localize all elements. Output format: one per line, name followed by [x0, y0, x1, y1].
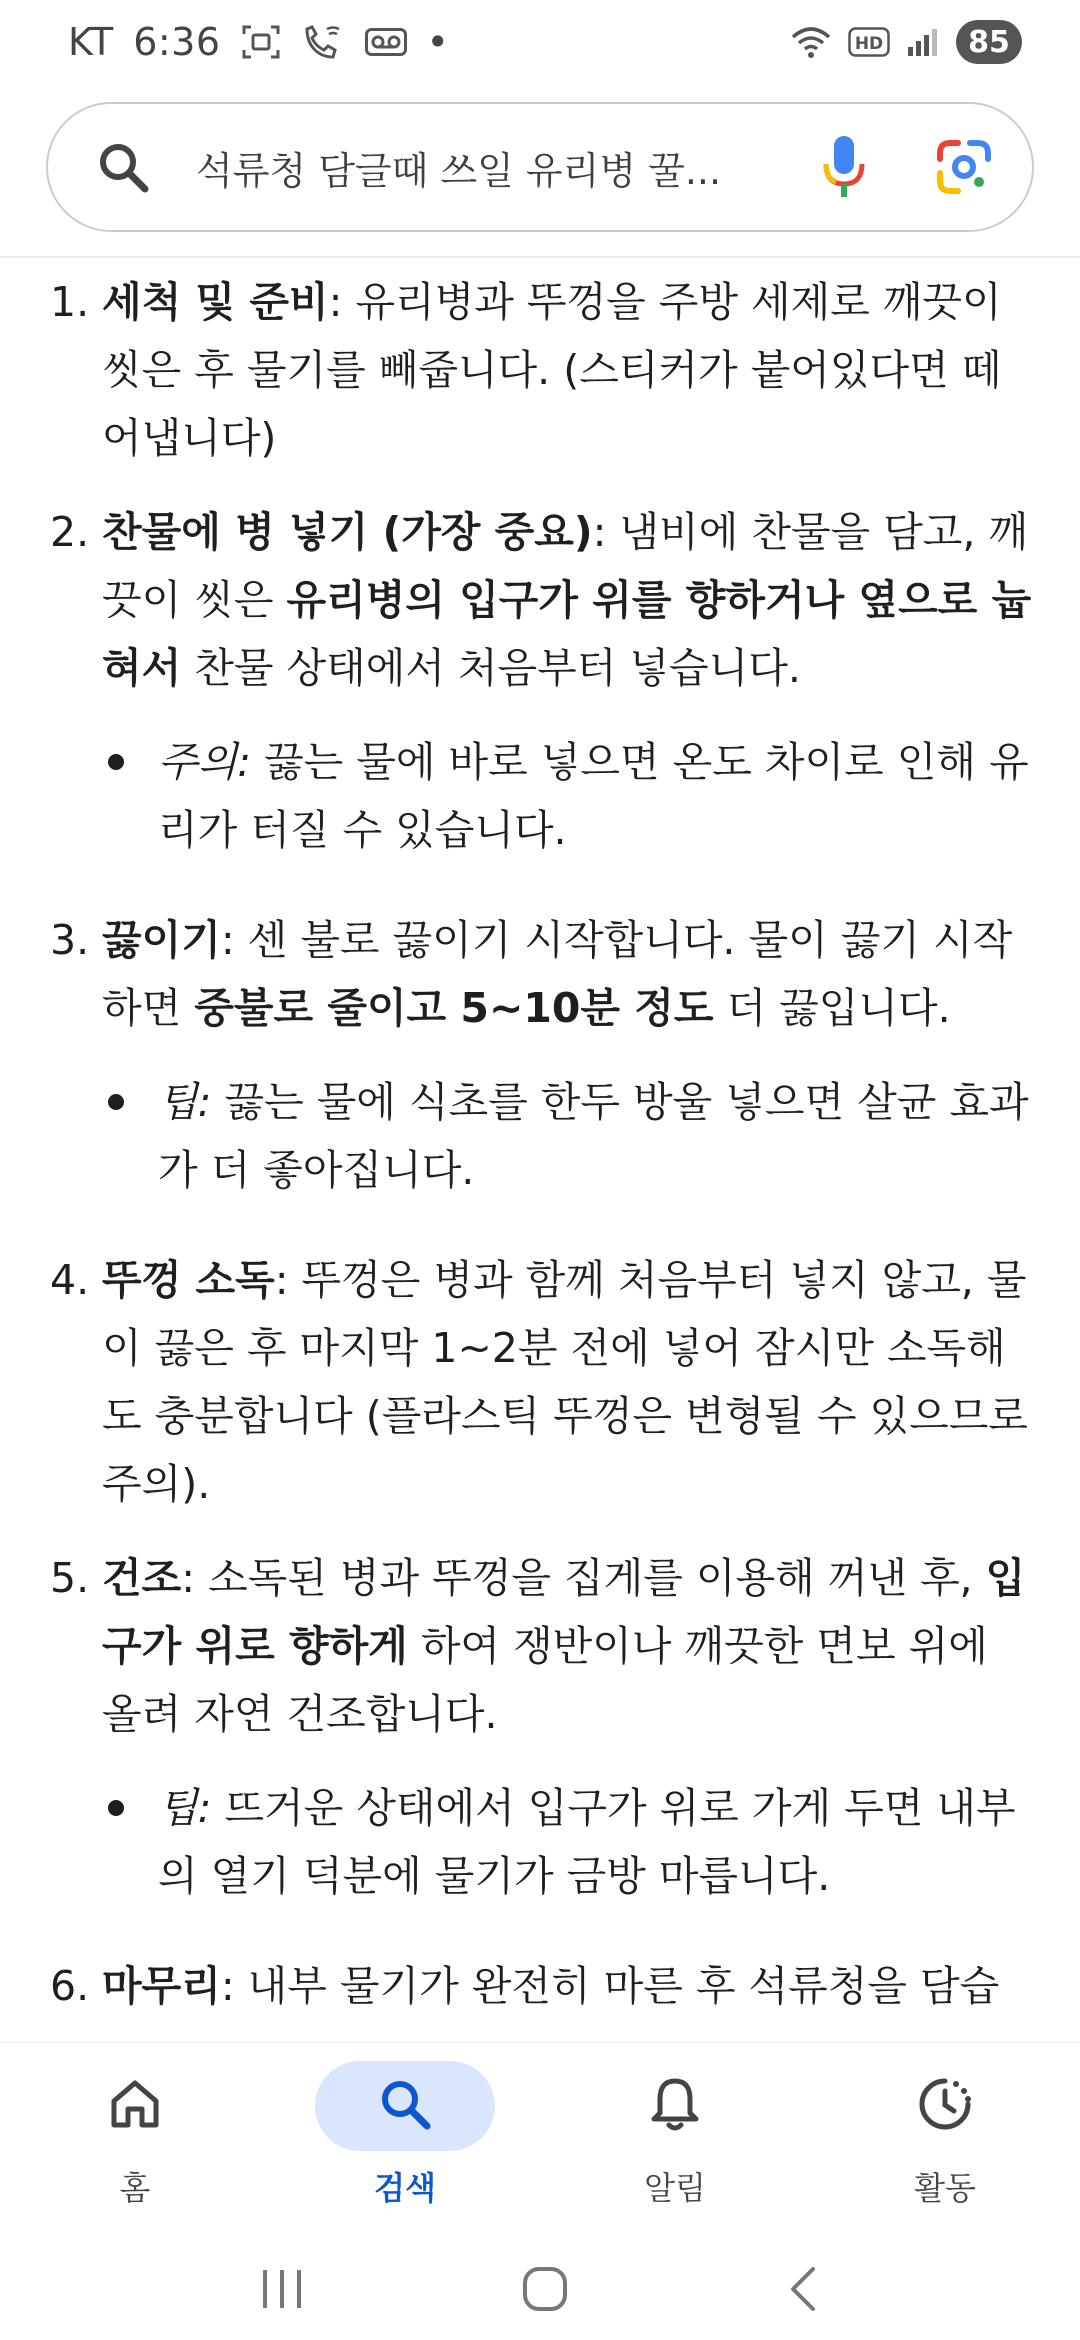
- item-number: 3.: [50, 916, 90, 964]
- nav-icon-container: [315, 2061, 495, 2151]
- status-bar: [0, 0, 1080, 84]
- list-item: [50, 1952, 1040, 2020]
- item-number: 2.: [50, 508, 90, 556]
- item-body: [102, 268, 1040, 472]
- bullet-label: 주의:: [158, 738, 252, 786]
- article-content[interactable]: [0, 258, 1080, 2042]
- carrier-label: KT: [68, 20, 114, 64]
- item-text: 찬물 상태에서 처음부터 넣습니다.: [181, 644, 801, 692]
- nav-label: 알림: [644, 2169, 706, 2207]
- item-text: 하여 쟁반이나 깨끗한 면보 위에 올려 자연 건조합니다.: [102, 1622, 988, 1738]
- item-title: 건조: [102, 1554, 182, 1602]
- bullet-label: 팁:: [158, 1784, 212, 1832]
- bullet-body: [158, 1774, 1040, 1910]
- bullet-text: 끓는 물에 바로 넣으면 온도 차이로 인해 유리가 터질 수 있습니다.: [158, 738, 1029, 854]
- item-body: [102, 1952, 1040, 2020]
- search-icon: [96, 140, 150, 194]
- item-body: [102, 1246, 1040, 1518]
- list-item: [50, 906, 1040, 1042]
- nav-icon-container: [45, 2061, 225, 2151]
- item-text: : 뚜껑은 병과 함께 처음부터 넣지 않고, 물이 끓은 후 마지막 1~2분 전에 넣어 잠시만 소독해도 충분합니다 (플라스틱 뚜껑은 변형될 수 있으므로 주의).: [102, 1256, 1028, 1508]
- screenshot-icon: [241, 24, 281, 60]
- list-item: [50, 1544, 1040, 1748]
- nav-label: 활동: [914, 2169, 976, 2207]
- wifi-icon: [790, 25, 832, 59]
- nav-item-activity[interactable]: [810, 2043, 1080, 2243]
- activity-history-icon: [916, 2075, 974, 2137]
- item-body: [102, 906, 1040, 1042]
- bullet-text: 뜨거운 상태에서 입구가 위로 가게 두면 내부의 열기 덕분에 물기가 금방 마릅니다.: [158, 1784, 1016, 1900]
- google-lens-icon[interactable]: [936, 139, 992, 195]
- nav-icon-container: [855, 2061, 1035, 2151]
- nav-item-home[interactable]: [0, 2043, 270, 2243]
- status-right: [790, 20, 1022, 64]
- nav-icon-container: [585, 2061, 765, 2151]
- item-number: 1.: [50, 278, 90, 326]
- item-number: 4.: [50, 1256, 90, 1304]
- home-button-icon[interactable]: [520, 2264, 570, 2318]
- nav-label: 검색: [374, 2169, 436, 2207]
- nav-item-search[interactable]: [270, 2043, 540, 2243]
- item-body: [102, 498, 1040, 702]
- search-bar[interactable]: [46, 102, 1034, 232]
- mic-icon[interactable]: [822, 134, 866, 200]
- list-item: [50, 498, 1040, 702]
- item-emphasis: 입구가 위로 향하게: [102, 1554, 1026, 1670]
- item-title: 세척 및 준비: [102, 278, 329, 326]
- bullet-label: 팁:: [158, 1078, 212, 1126]
- bullet-note: [50, 728, 1040, 864]
- battery-icon: 85: [956, 20, 1022, 64]
- hd-icon: [848, 27, 890, 57]
- item-text: : 센 불로 끓이기 시작합니다. 물이 끓기 시작하면: [102, 916, 1013, 1032]
- item-number: 6.: [50, 1962, 90, 2010]
- item-emphasis: 중불로 줄이고 5~10분 정도: [194, 984, 714, 1032]
- bullet-body: [158, 1068, 1040, 1204]
- bullet-note: [50, 1774, 1040, 1910]
- item-text: 더 끓입니다.: [713, 984, 951, 1032]
- bullet-dot: [102, 728, 158, 864]
- home-icon: [108, 2077, 162, 2135]
- wifi-call-icon: [301, 23, 345, 61]
- item-text: : 내부 물기가 완전히 마른 후 석류청을 담습: [220, 1962, 1000, 2010]
- item-title: 뚜껑 소독: [102, 1256, 275, 1304]
- system-navigation-bar: [0, 2242, 1080, 2340]
- bullet-dot: [102, 1774, 158, 1910]
- notification-dot: •: [426, 20, 449, 64]
- item-text: : 냄비에 찬물을 담고, 깨끗이 씻은: [102, 508, 1029, 624]
- bullet-dot: [102, 1068, 158, 1204]
- hd-label: HD: [854, 34, 884, 54]
- item-title: 마무리: [102, 1962, 221, 2010]
- signal-icon: [906, 27, 940, 57]
- bell-icon: [648, 2075, 702, 2137]
- item-emphasis: 유리병의 입구가 위를 향하거나 옆으로 눕혀서: [102, 576, 1032, 692]
- item-text: : 소독된 병과 뚜껑을 집게를 이용해 꺼낸 후,: [181, 1554, 986, 1602]
- item-text: : 유리병과 뚜껑을 주방 세제로 깨끗이 씻은 후 물기를 빼줍니다. (스티커가 붙어있다면 떼어냅니다): [102, 278, 1002, 462]
- search-icon: [377, 2076, 433, 2136]
- nav-label: 홈: [119, 2169, 151, 2207]
- recent-apps-icon[interactable]: [257, 2266, 307, 2316]
- item-title: 찬물에 병 넣기 (가장 중요): [102, 508, 593, 556]
- voicemail-icon: [365, 28, 407, 56]
- item-number: 5.: [50, 1554, 90, 1602]
- item-body: [102, 1544, 1040, 1748]
- bullet-note: [50, 1068, 1040, 1204]
- search-query[interactable]: 석류청 담글때 쓰일 유리병 꿀...: [196, 148, 722, 193]
- back-icon[interactable]: [783, 2264, 823, 2318]
- bottom-navigation: [0, 2042, 1080, 2242]
- list-item: [50, 1246, 1040, 1518]
- bullet-body: [158, 728, 1040, 864]
- list-item: [50, 268, 1040, 472]
- item-title: 끓이기: [102, 916, 221, 964]
- clock: 6:36: [133, 20, 221, 64]
- status-left: [68, 20, 449, 64]
- bullet-text: 끓는 물에 식초를 한두 방울 넣으면 살균 효과가 더 좋아집니다.: [158, 1078, 1029, 1194]
- nav-item-notifications[interactable]: [540, 2043, 810, 2243]
